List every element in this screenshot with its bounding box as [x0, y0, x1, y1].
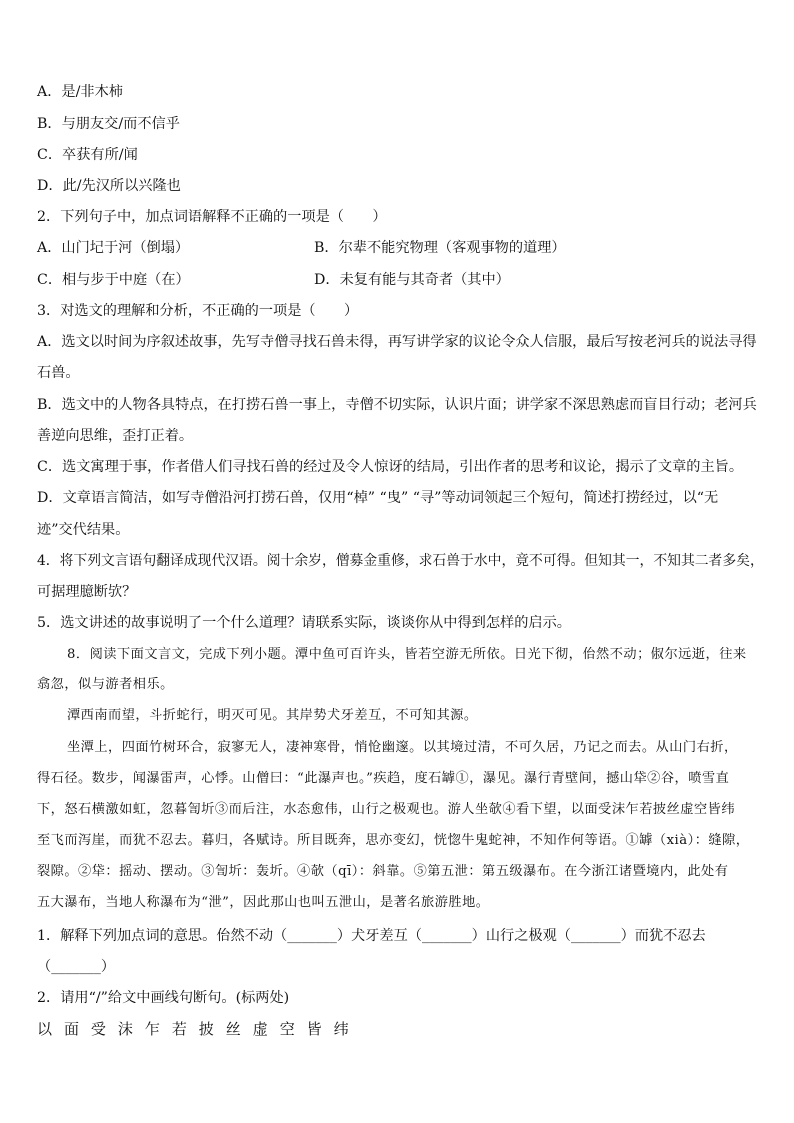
question-8-1-text: 1．解释下列加点词的意思。佁然不动（_______）犬牙差互（_______）山行之极观（_______）而犹不忍去 — [37, 928, 706, 944]
question-8-1-text-cont: （_______） — [37, 959, 116, 975]
question-8-2-text: 2．请用“/”给文中画线句断句。(标两处) — [37, 990, 290, 1006]
section-8-line-8: 裂隙。②牮：摇动、摆动。③訇圻：轰圻。④欹（qī）：斜靠。⑤第五泄：第五级瀑布。在今浙江诸暨境内，此处有 — [37, 864, 729, 879]
question-3-option-d: D．文章语言简洁，如写寺僧沿河打捞石兽，仅用“棹” “曳” “寻”等动词领起三个短句，简述打捞经过，以“无 — [37, 490, 719, 506]
section-8-line-7: 至飞而泻崖，而犹不忍去。暮归，各赋诗。所目既奔，思亦变幻，恍惚牛鬼蛇神，不知作何等语。①罅（xià）：缝隙， — [37, 833, 750, 848]
section-8-line-6: 下，怒石横激如虹，忽暮訇圻③而后注，水态愈伟，山行之极观也。游人坐欹④看下望，以面受沫乍若披丝虚空皆纬 — [37, 802, 736, 817]
option-a: A．是/非木柿 — [37, 84, 123, 100]
question-4-text: 4．将下列文言语句翻译成现代汉语。阅十余岁，僧募金重修，求石兽于水中，竟不可得。但知其一，不知其二者多矣， — [37, 553, 764, 569]
question-3-option-d-cont: 迹”交代结果。 — [37, 522, 130, 538]
question-4-text-cont: 可据理臆断欤？ — [37, 584, 137, 600]
section-8-line-5: 得石径。数步，闻瀑雷声，心悸。山僧曰：“此瀑声也。”疾趋，度石罅①，瀑见。瀑行青壁间，撼山牮②谷，喷雪直 — [37, 771, 730, 786]
section-8-line-4: 坐潭上，四面竹树环合，寂寥无人，凄神寒骨，悄怆幽邃。以其境过清，不可久居，乃记之而去。从山门右折， — [67, 740, 738, 755]
option-b: B．与朋友交/而不信乎 — [37, 116, 180, 132]
question-2-option-a: A．山门圮于河（倒塌） — [37, 240, 190, 256]
section-8-line-9: 五大瀑布，当地人称瀑布为“泄”，因此那山也叫五泄山，是著名旅游胜地。 — [37, 895, 490, 910]
section-8-line-2: 翕忽，似与游者相乐。 — [37, 677, 174, 692]
question-3-option-b-cont: 善逆向思维，歪打正着。 — [37, 428, 194, 444]
question-3-option-a: A．选文以时间为序叙述故事，先写寺僧寻找石兽未得，再写讲学家的议论令众人信服，最后写按老河兵的说法寻得 — [37, 334, 757, 350]
question-8-2-sentence: 以 面 受 沫 乍 若 披 丝 虚 空 皆 纬 — [37, 1020, 353, 1038]
question-3-option-c: C．选文寓理于事，作者借人们寻找石兽的经过及令人惊讶的结局，引出作者的思考和议论，揭示了文章的主旨。 — [37, 459, 744, 475]
question-2-stem: 2．下列句子中，加点词语解释不正确的一项是（ ） — [37, 209, 387, 225]
option-c: C．卒获有所/闻 — [37, 147, 138, 163]
question-5-text: 5．选文讲述的故事说明了一个什么道理？请联系实际，谈谈你从中得到怎样的启示。 — [37, 615, 571, 631]
question-3-stem: 3．对选文的理解和分析，不正确的一项是（ ） — [37, 303, 359, 319]
question-3-option-a-cont: 石兽。 — [37, 365, 80, 381]
question-2-option-c: C．相与步于中庭（在） — [37, 272, 190, 288]
section-8-line-3: 潭西南而望，斗折蛇行，明灭可见。其岸势犬牙差互，不可知其源。 — [67, 708, 478, 723]
section-8-intro: 8．阅读下面文言文，完成下列小题。潭中鱼可百许头，皆若空游无所依。日光下彻，佁然不动；俶尔远逝，往来 — [67, 647, 747, 662]
question-3-option-b: B．选文中的人物各具特点，在打捞石兽一事上，寺僧不切实际，认识片面；讲学家不深思熟虑而盲目行动；老河兵 — [37, 397, 757, 413]
question-2-option-b: B．尔辈不能究物理（客观事物的道理） — [314, 240, 566, 256]
option-d: D．此/先汉所以兴隆也 — [37, 178, 181, 194]
question-2-option-d: D．未复有能与其奇者（其中） — [314, 272, 510, 288]
